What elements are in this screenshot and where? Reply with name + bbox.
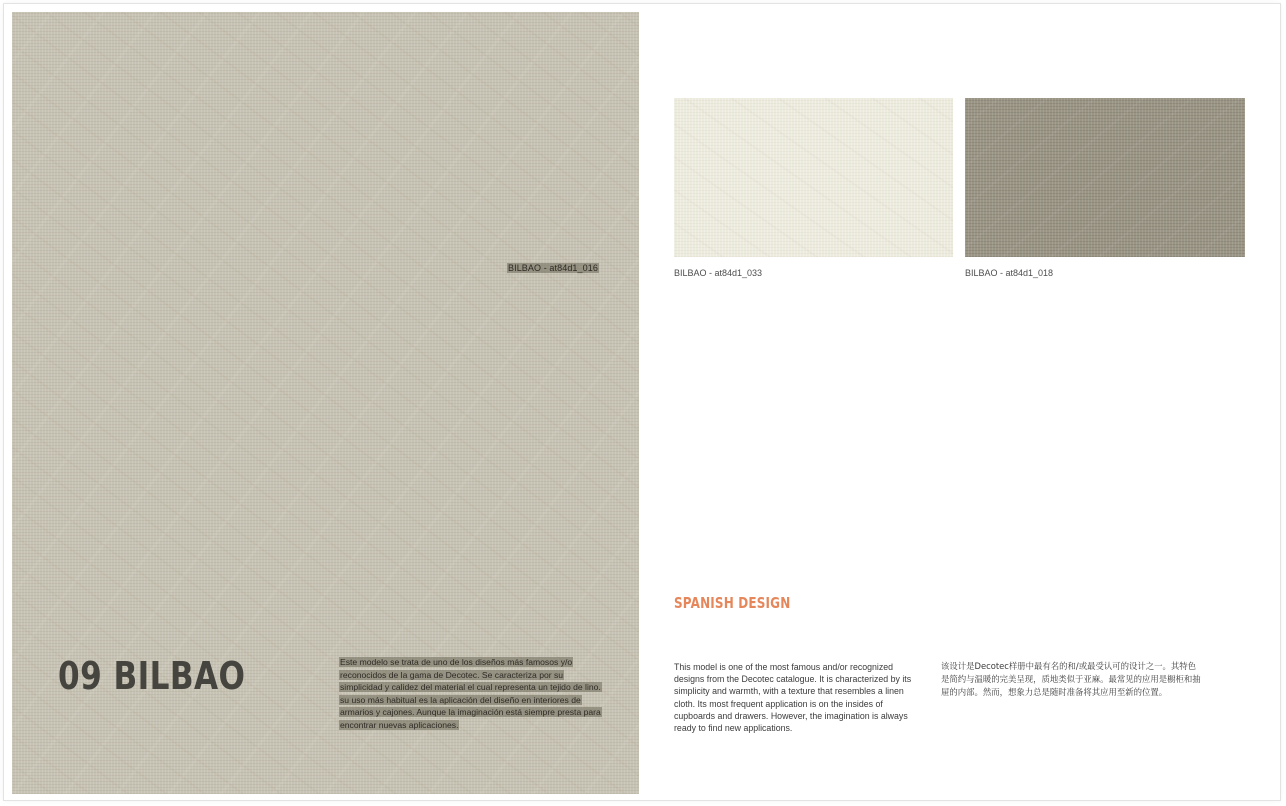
swatch-label-dark: BILBAO - at84d1_018 [965,268,1054,278]
spanish-description-text: Este modelo se trata de uno de los diseños más famosos y/o reconocidos de la gama de Decotec. Se caracteriza por su simplicidad y calidez del material el cual representa un tejido de lino. su uso más habitual es la aplicación del diseño en interiores de armarios y cajones. Aunque la imaginación está siempre presta para encontrar nuevas aplicaciones. [340,657,601,730]
swatch-label-light: BILBAO - at84d1_033 [674,268,763,278]
left-panel-code-label [507,263,599,273]
swatch-light-beige [674,98,953,257]
swatch-dark-taupe [965,98,1245,257]
model-title: 09 BILBAO [58,654,246,698]
left-code-text: BILBAO - at84d1_016 [508,263,598,273]
chinese-description: 该设计是Decotec样册中最有名的和/或最受认可的设计之一。其特色是简约与温暖的完美呈现，质地类似于亚麻。最常见的应用是橱柜和抽屉的内部。然而，想象力总是随时准备将其应用至新的位置。 [941,661,1201,697]
english-description: This model is one of the most famous and/or recognized designs from the Decotec catalogue. It is characterized by its simplicity and warmth, with a texture that resembles a linen cloth. Its most frequent application is on the insides of cupboards and drawers. However, the imagination is always ready to find new applications. [674,662,912,734]
spanish-description [339,656,601,732]
section-heading: SPANISH DESIGN [674,594,791,612]
